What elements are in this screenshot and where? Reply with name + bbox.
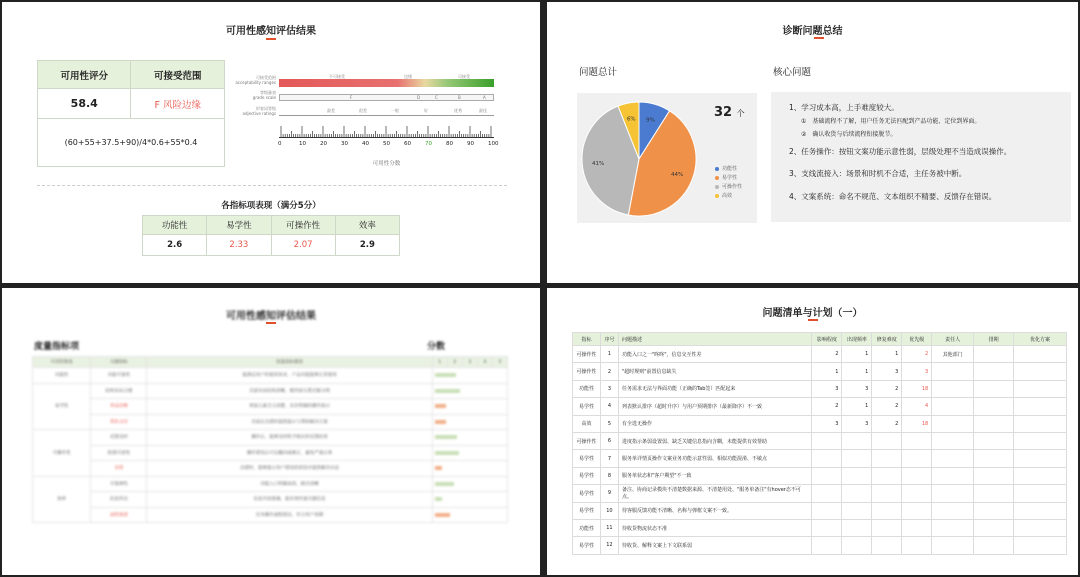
- adj-ok: 一般: [391, 108, 399, 113]
- score-bar: [435, 420, 446, 424]
- tick-label: 40: [362, 141, 369, 147]
- issue-1: 1、学习成本高，上手难度较大。: [789, 103, 899, 112]
- priority-cell: [902, 502, 932, 519]
- schedule-cell: [974, 519, 1014, 536]
- col-index: 序号: [600, 333, 618, 346]
- grade-a: A: [483, 95, 486, 100]
- impact-cell: [812, 519, 842, 536]
- desc-cell: 页面在出错时提供提示与帮助解决方案: [147, 414, 432, 430]
- difficulty-cell: 2: [872, 380, 902, 397]
- desc-cell: 信息内容准确，能有效传递关键信息: [147, 492, 432, 508]
- table-row: [33, 476, 508, 492]
- score-cell: [432, 368, 507, 384]
- score-cell: [432, 414, 507, 430]
- priority-cell: 18: [902, 380, 932, 397]
- desc-cell: 功能入口明确易找，路径清晰: [147, 476, 432, 492]
- score-cell: [432, 430, 507, 446]
- impact-cell: 2: [812, 398, 842, 415]
- range-header: 可接受范围: [131, 61, 225, 89]
- schedule-cell: [974, 415, 1014, 432]
- schedule-cell: [974, 485, 1014, 502]
- legend-learn: 易学性: [715, 174, 742, 183]
- issue-3: 3、支线流接入：场景和时机不合适，主任务被中断。: [789, 169, 967, 179]
- priority-cell: 4: [902, 398, 932, 415]
- desc-cell: 服务单详情页操作文案业务功能示意性弱、相似功能混淆、不敏点: [618, 450, 812, 467]
- desc-cell: "超时规则"前置信息缺失: [618, 363, 812, 380]
- solution-cell: [1014, 346, 1067, 363]
- score-formula: (60+55+37.5+90)/4*0.6+55*0.4: [38, 119, 225, 167]
- grade-bar: [279, 94, 494, 101]
- desc-cell: 服务单状态和"客户期望"不一致: [618, 467, 812, 484]
- acc-label-acceptable: 可接受: [458, 74, 470, 79]
- priority-cell: 18: [902, 415, 932, 432]
- pie-label: 9%: [646, 117, 655, 124]
- frequency-cell: 3: [842, 415, 872, 432]
- metric-value-efficiency: 2.9: [335, 235, 399, 256]
- impact-cell: [812, 432, 842, 449]
- desc-cell: 任务操作流程简洁，符合用户预期: [147, 507, 432, 523]
- difficulty-cell: [872, 432, 902, 449]
- priority-cell: [902, 519, 932, 536]
- metric-header-learn: 易学性: [207, 216, 271, 235]
- acc-row-label: 可接受范围 acceptability ranges: [235, 75, 276, 85]
- metric-cell: 可操作性: [573, 346, 601, 363]
- solution-cell: [1014, 485, 1067, 502]
- adj-best: 最佳: [479, 108, 487, 113]
- difficulty-cell: [872, 485, 902, 502]
- owner-cell: [932, 415, 974, 432]
- metric-cell: 可操作性: [573, 363, 601, 380]
- adj-good: 好: [424, 108, 428, 113]
- table-row: [573, 467, 1067, 484]
- key-cell: 功能可靠性: [91, 368, 147, 384]
- index-cell: 11: [600, 519, 618, 536]
- index-cell: 12: [600, 537, 618, 554]
- table-row: [573, 450, 1067, 467]
- desc-cell: 待收货、解释文案上下文联系弱: [618, 537, 812, 554]
- priority-cell: 3: [902, 363, 932, 380]
- metric-cell: 易学性: [573, 502, 601, 519]
- score-bar: [435, 497, 442, 501]
- desc-cell: 界面元素含义清楚，具有明确的操作指示: [147, 399, 432, 415]
- owner-cell: [932, 467, 974, 484]
- dimension-cell: 可操作性: [33, 430, 91, 477]
- section-label: 度量指标项: [34, 342, 80, 352]
- metric-cell: 易学性: [573, 485, 601, 502]
- desc-cell: 任务需求无法与界面功能（正确的Tab签）匹配起来: [618, 380, 812, 397]
- frequency-cell: [842, 432, 872, 449]
- grade-f: F: [350, 95, 353, 100]
- difficulty-cell: [872, 450, 902, 467]
- issue-1-sub-2: ② 确认收货与后续流程衔接脱节。: [801, 130, 897, 138]
- difficulty-cell: [872, 467, 902, 484]
- col-desc: 问题描述: [618, 333, 812, 346]
- table-row: [573, 502, 1067, 519]
- col-difficulty: 修复难度: [872, 333, 902, 346]
- index-cell: 7: [600, 450, 618, 467]
- col-key: 关键指标: [91, 357, 147, 368]
- table-row: [573, 363, 1067, 380]
- table-row: [573, 485, 1067, 502]
- frequency-cell: 1: [842, 363, 872, 380]
- owner-cell: [932, 363, 974, 380]
- metric-value-func: 2.6: [143, 235, 207, 256]
- score-bar: [435, 373, 456, 377]
- impact-cell: 3: [812, 415, 842, 432]
- schedule-cell: [974, 398, 1014, 415]
- score-cell: [432, 445, 507, 461]
- grade-d: D: [417, 95, 421, 100]
- owner-cell: [932, 432, 974, 449]
- pie-label: 6%: [626, 116, 636, 123]
- slide-title: 问题清单与计划（一）: [762, 308, 863, 319]
- score-bar: [435, 435, 458, 439]
- frequency-cell: [842, 450, 872, 467]
- impact-cell: [812, 450, 842, 467]
- slide-metric-detail: [2, 288, 540, 575]
- core-issues-panel: [771, 92, 1071, 222]
- index-cell: 8: [600, 467, 618, 484]
- title-underline: [266, 38, 276, 40]
- frequency-cell: [842, 485, 872, 502]
- key-cell: 界面清晰: [91, 399, 147, 415]
- priority-cell: [902, 432, 932, 449]
- score-cell: [432, 383, 507, 399]
- pie-legend: [715, 165, 742, 201]
- score-bar: [435, 482, 455, 486]
- owner-cell: [932, 537, 974, 554]
- sus-scale: [234, 70, 499, 170]
- slide-title: 诊断问题总结: [782, 26, 843, 37]
- difficulty-cell: [872, 519, 902, 536]
- key-cell: 防错可逆性: [91, 445, 147, 461]
- owner-cell: [932, 502, 974, 519]
- metric-header-func: 功能性: [143, 216, 207, 235]
- desc-cell: 有全选无操作: [618, 415, 812, 432]
- metric-cell: 可操作性: [573, 432, 601, 449]
- col-impact: 影响程度: [812, 333, 842, 346]
- table-row: [33, 383, 508, 399]
- tick-label: 50: [383, 141, 390, 147]
- difficulty-cell: 2: [872, 398, 902, 415]
- metric-header-efficiency: 效率: [335, 216, 399, 235]
- dimension-cell: 效率: [33, 476, 91, 523]
- acceptability-bar: [279, 79, 494, 87]
- table-row: [33, 368, 508, 384]
- tick-label: 20: [320, 141, 327, 147]
- index-cell: 1: [600, 346, 618, 363]
- tick-label: 90: [467, 141, 474, 147]
- title-underline: [266, 322, 276, 324]
- slide-usability-result: [2, 2, 540, 283]
- difficulty-cell: [872, 502, 902, 519]
- impact-cell: [812, 502, 842, 519]
- axis-label: 可用性分数: [372, 161, 401, 167]
- col-4: 4: [477, 357, 492, 368]
- metric-table: [32, 356, 508, 523]
- desc-cell: 功能入口之一"咚咚"，信息交互性差: [618, 346, 812, 363]
- difficulty-cell: [872, 537, 902, 554]
- range-value: F 风险边缘: [131, 89, 225, 119]
- tick-label: 60: [404, 141, 411, 147]
- index-cell: 10: [600, 502, 618, 519]
- table-row: [573, 380, 1067, 397]
- solution-cell: [1014, 502, 1067, 519]
- score-cell: [432, 399, 507, 415]
- priority-cell: 2: [902, 346, 932, 363]
- divider: [37, 185, 507, 186]
- schedule-cell: [974, 380, 1014, 397]
- metric-cell: 高效: [573, 415, 601, 432]
- score-table: [37, 60, 225, 167]
- tick-labels: [278, 141, 499, 149]
- score-label: 分数: [427, 342, 446, 352]
- count-number: 32: [714, 105, 733, 120]
- score-cell: [432, 507, 507, 523]
- issue-2: 2、任务操作：按钮文案功能示意性弱，层级处理不当造成误操作。: [789, 146, 1012, 156]
- col-priority: 优先级: [902, 333, 932, 346]
- key-cell: 流程便捷: [91, 507, 147, 523]
- table-row: [33, 445, 508, 461]
- count-unit: 个: [736, 109, 745, 118]
- solution-cell: [1014, 415, 1067, 432]
- dimension-cell: 易学性: [33, 383, 91, 430]
- score-bar: [435, 404, 446, 408]
- owner-cell: [932, 398, 974, 415]
- metric-cell: 易学性: [573, 398, 601, 415]
- frequency-cell: 3: [842, 380, 872, 397]
- tick-label: 70: [425, 141, 432, 147]
- metric-cell: 功能性: [573, 519, 601, 536]
- frequency-cell: 1: [842, 398, 872, 415]
- col-5: 5: [492, 357, 507, 368]
- table-row: [573, 398, 1067, 415]
- col-owner: 责任人: [932, 333, 974, 346]
- difficulty-cell: 2: [872, 415, 902, 432]
- desc-cell: 操作错误后可以撤回或修正，避免严重后果: [147, 445, 432, 461]
- solution-cell: [1014, 398, 1067, 415]
- adjective-row: [279, 108, 494, 120]
- col-frequency: 出现频率: [842, 333, 872, 346]
- desc-cell: 待客服反馈功能不清晰、名称与弹框文案不一致。: [618, 502, 812, 519]
- schedule-cell: [974, 450, 1014, 467]
- issue-table: [572, 332, 1067, 555]
- score-header: 可用性评分: [38, 61, 131, 89]
- table-row: [573, 432, 1067, 449]
- key-cell: 结构布局合理: [91, 383, 147, 399]
- index-cell: 4: [600, 398, 618, 415]
- frequency-cell: [842, 537, 872, 554]
- table-row: [573, 519, 1067, 536]
- priority-cell: [902, 485, 932, 502]
- schedule-cell: [974, 346, 1014, 363]
- metric-header-operate: 可操作性: [271, 216, 335, 235]
- acc-label-unacceptable: 不可接受: [329, 74, 345, 79]
- score-bar: [435, 389, 460, 393]
- owner-cell: [932, 485, 974, 502]
- frequency-cell: [842, 502, 872, 519]
- schedule-cell: [974, 537, 1014, 554]
- index-cell: 9: [600, 485, 618, 502]
- schedule-cell: [974, 467, 1014, 484]
- adj-excellent: 优秀: [454, 108, 462, 113]
- axis-ruler: [279, 122, 494, 138]
- grade-b: B: [458, 95, 461, 100]
- slide-diagnosis-summary: [547, 2, 1078, 283]
- col-solution: 优化方案: [1014, 333, 1067, 346]
- tick-label: 0: [278, 141, 282, 147]
- dimension-cell: 功能性: [33, 368, 91, 384]
- pie-label: 41%: [592, 160, 605, 167]
- total-label: 问题总计: [579, 67, 618, 78]
- slide-title: 可用性感知评估结果: [226, 311, 316, 322]
- legend-efficient: 高效: [715, 192, 742, 201]
- solution-cell: [1014, 363, 1067, 380]
- desc-cell: 出错时，能够提示用户错误的原因并提供解决办法: [147, 461, 432, 477]
- col-3: 3: [462, 357, 477, 368]
- pie-panel: [577, 93, 757, 223]
- table-row: [33, 399, 508, 415]
- impact-cell: [812, 537, 842, 554]
- metric-value-learn: 2.33: [207, 235, 271, 256]
- impact-cell: [812, 485, 842, 502]
- slide-title: 可用性感知评估结果: [226, 26, 316, 37]
- frequency-cell: 1: [842, 346, 872, 363]
- difficulty-cell: 1: [872, 346, 902, 363]
- issue-count: [714, 105, 745, 120]
- index-cell: 2: [600, 363, 618, 380]
- metrics-table: [142, 215, 400, 256]
- table-row: [33, 507, 508, 523]
- metric-cell: 易学性: [573, 537, 601, 554]
- metric-cell: 易学性: [573, 450, 601, 467]
- score-bar: [435, 513, 450, 517]
- difficulty-cell: 3: [872, 363, 902, 380]
- desc-cell: 操作后，能够及时给予相应的反馈结果: [147, 430, 432, 446]
- title-underline: [814, 37, 824, 39]
- legend-operate: 可操作性: [715, 183, 742, 192]
- owner-cell: 其他部门: [932, 346, 974, 363]
- impact-cell: [812, 467, 842, 484]
- col-schedule: 排期: [974, 333, 1014, 346]
- solution-cell: [1014, 380, 1067, 397]
- legend-func: 功能性: [715, 165, 742, 174]
- desc-cell: 备注、协商记录模块不清楚数据来源、不清楚用处、"服务单备注"有hover态不可点。: [618, 485, 812, 502]
- grade-c: C: [435, 95, 438, 100]
- col-desc: 度量指标描述: [147, 357, 432, 368]
- schedule-cell: [974, 502, 1014, 519]
- owner-cell: [932, 380, 974, 397]
- solution-cell: [1014, 450, 1067, 467]
- score-cell: [432, 492, 507, 508]
- adj-worst: 最差: [327, 108, 335, 113]
- schedule-cell: [974, 363, 1014, 380]
- schedule-cell: [974, 432, 1014, 449]
- tick-label: 80: [446, 141, 453, 147]
- metrics-title: 各指标项表现（满分5分）: [221, 201, 321, 211]
- metric-cell: 易学性: [573, 467, 601, 484]
- key-cell: 容错: [91, 461, 147, 477]
- table-row: [573, 415, 1067, 432]
- score-cell: [432, 461, 507, 477]
- desc-cell: 进度指示条弱设置弱、缺乏关键信息指向含糊，未能提供有效帮助: [618, 432, 812, 449]
- solution-cell: [1014, 432, 1067, 449]
- col-metric: 指标: [573, 333, 601, 346]
- desc-cell: 页面布局结构清晰，模块间关系层级分明: [147, 383, 432, 399]
- table-row: [573, 346, 1067, 363]
- solution-cell: [1014, 467, 1067, 484]
- core-label: 核心问题: [773, 67, 812, 78]
- table-row: [33, 430, 508, 446]
- key-cell: 反馈及时: [91, 430, 147, 446]
- acc-label-marginal: 边缘: [404, 74, 412, 79]
- table-row: [33, 492, 508, 508]
- col-1: 1: [432, 357, 447, 368]
- slide-issue-list: [547, 288, 1078, 575]
- solution-cell: [1014, 519, 1067, 536]
- title-underline: [808, 319, 818, 321]
- desc-cell: 列表默认排序（超时升序）与用户预期排序（最新降序）不一致: [618, 398, 812, 415]
- tick-label: 10: [299, 141, 306, 147]
- adj-poor: 很差: [359, 108, 367, 113]
- ruler-ticks: [279, 122, 494, 138]
- desc-cell: 待收货物流状态不准: [618, 519, 812, 536]
- key-cell: 帮助支持: [91, 414, 147, 430]
- key-cell: 信息传达: [91, 492, 147, 508]
- owner-cell: [932, 450, 974, 467]
- tick-label: 30: [341, 141, 348, 147]
- frequency-cell: [842, 519, 872, 536]
- pie-label: 44%: [671, 172, 684, 179]
- metric-cell: 功能性: [573, 380, 601, 397]
- adj-row-label: 形容词等级 adjective ratings: [242, 106, 276, 116]
- col-2: 2: [447, 357, 462, 368]
- issue-4: 4、文案系统：命名不规范、文本组织不精要、反馈存在错误。: [789, 191, 997, 201]
- score-cell: [432, 476, 507, 492]
- priority-cell: [902, 450, 932, 467]
- issue-1-sub-1: ① 基础流程不了解，用户任务无法匹配到产品功能、定位到界面。: [801, 117, 981, 125]
- index-cell: 5: [600, 415, 618, 432]
- index-cell: 3: [600, 380, 618, 397]
- impact-cell: 1: [812, 363, 842, 380]
- key-cell: 可靠弹性: [91, 476, 147, 492]
- grade-row-label: 等级量表 grade scale: [252, 90, 276, 100]
- col-dimension: 可用性维度: [33, 357, 91, 368]
- index-cell: 6: [600, 432, 618, 449]
- frequency-cell: [842, 467, 872, 484]
- metric-value-operate: 2.07: [271, 235, 335, 256]
- priority-cell: [902, 537, 932, 554]
- desc-cell: 能满足用户的使用诉求，产品功能能够正常使用: [147, 368, 432, 384]
- impact-cell: 3: [812, 380, 842, 397]
- score-bar: [435, 451, 459, 455]
- priority-cell: [902, 467, 932, 484]
- owner-cell: [932, 519, 974, 536]
- score-bar: [435, 466, 442, 470]
- score-value: 58.4: [38, 89, 131, 119]
- table-row: [33, 461, 508, 477]
- solution-cell: [1014, 537, 1067, 554]
- table-row: [33, 414, 508, 430]
- tick-label: 100: [488, 141, 499, 147]
- table-row: [573, 537, 1067, 554]
- impact-cell: 2: [812, 346, 842, 363]
